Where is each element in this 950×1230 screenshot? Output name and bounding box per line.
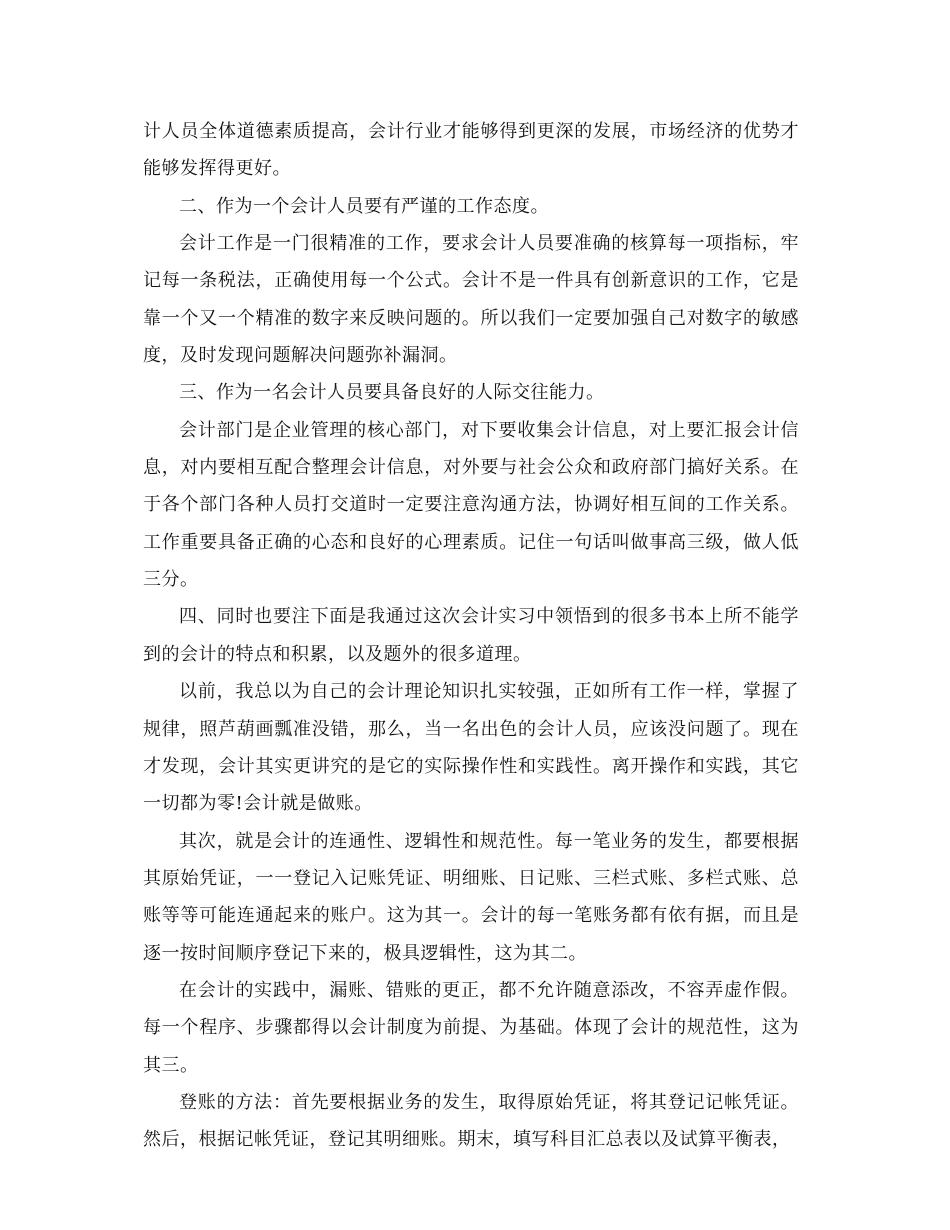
paragraph: 会计部门是企业管理的核心部门，对下要收集会计信息，对上要汇报会计信息，对内要相互配合整理会计信息，对外要与社会公众和政府部门搞好关系。在于各个部门各种人员打交道时一定要注意沟通方法，协调好相互间的工作关系。工作重要具备正确的心态和良好的心理素质。记住一句话叫做事高三级，做人低三分。 bbox=[143, 419, 799, 591]
paragraph: 在会计的实践中，漏账、错账的更正，都不允许随意添改，不容弄虚作假。每一个程序、步骤都得以会计制度为前提、为基础。体现了会计的规范性，这为其三。 bbox=[143, 979, 799, 1076]
paragraph: 其次，就是会计的连通性、逻辑性和规范性。每一笔业务的发生，都要根据其原始凭证，一一登记入记账凭证、明细账、日记账、三栏式账、多栏式账、总账等等可能连通起来的账户。这为其一。会计的每一笔账务都有依有据，而且是逐一按时间顺序登记下来的，极具逻辑性，这为其二。 bbox=[143, 830, 799, 964]
heading-point-four: 四、同时也要注下面是我通过这次会计实习中领悟到的很多书本上所不能学到的会计的特点和积累，以及题外的很多道理。 bbox=[143, 606, 799, 665]
document-body bbox=[143, 113, 799, 1159]
paragraph-continued: 计人员全体道德素质提高，会计行业才能够得到更深的发展，市场经济的优势才能够发挥得更好。 bbox=[143, 121, 799, 180]
paragraph: 登账的方法：首先要根据业务的发生，取得原始凭证，将其登记记帐凭证。然后，根据记帐凭证，登记其明细账。期末，填写科目汇总表以及试算平衡表， bbox=[143, 1091, 799, 1151]
paragraph: 会计工作是一门很精准的工作，要求会计人员要准确的核算每一项指标，牢记每一条税法，正确使用每一个公式。会计不是一件具有创新意识的工作，它是靠一个又一个精准的数字来反映问题的。所以我们一定要加强自己对数字的敏感度，及时发现问题解决问题弥补漏洞。 bbox=[143, 233, 799, 367]
heading-point-two: 二、作为一个会计人员要有严谨的工作态度。 bbox=[179, 195, 549, 217]
heading-point-three: 三、作为一名会计人员要具备良好的人际交往能力。 bbox=[179, 382, 605, 404]
paragraph: 以前，我总以为自己的会计理论知识扎实较强，正如所有工作一样，掌握了规律，照芦葫画瓢准没错，那么，当一名出色的会计人员，应该没问题了。现在才发现，会计其实更讲究的是它的实际操作性和实践性。离开操作和实践，其它一切都为零!会计就是做账。 bbox=[143, 681, 799, 815]
